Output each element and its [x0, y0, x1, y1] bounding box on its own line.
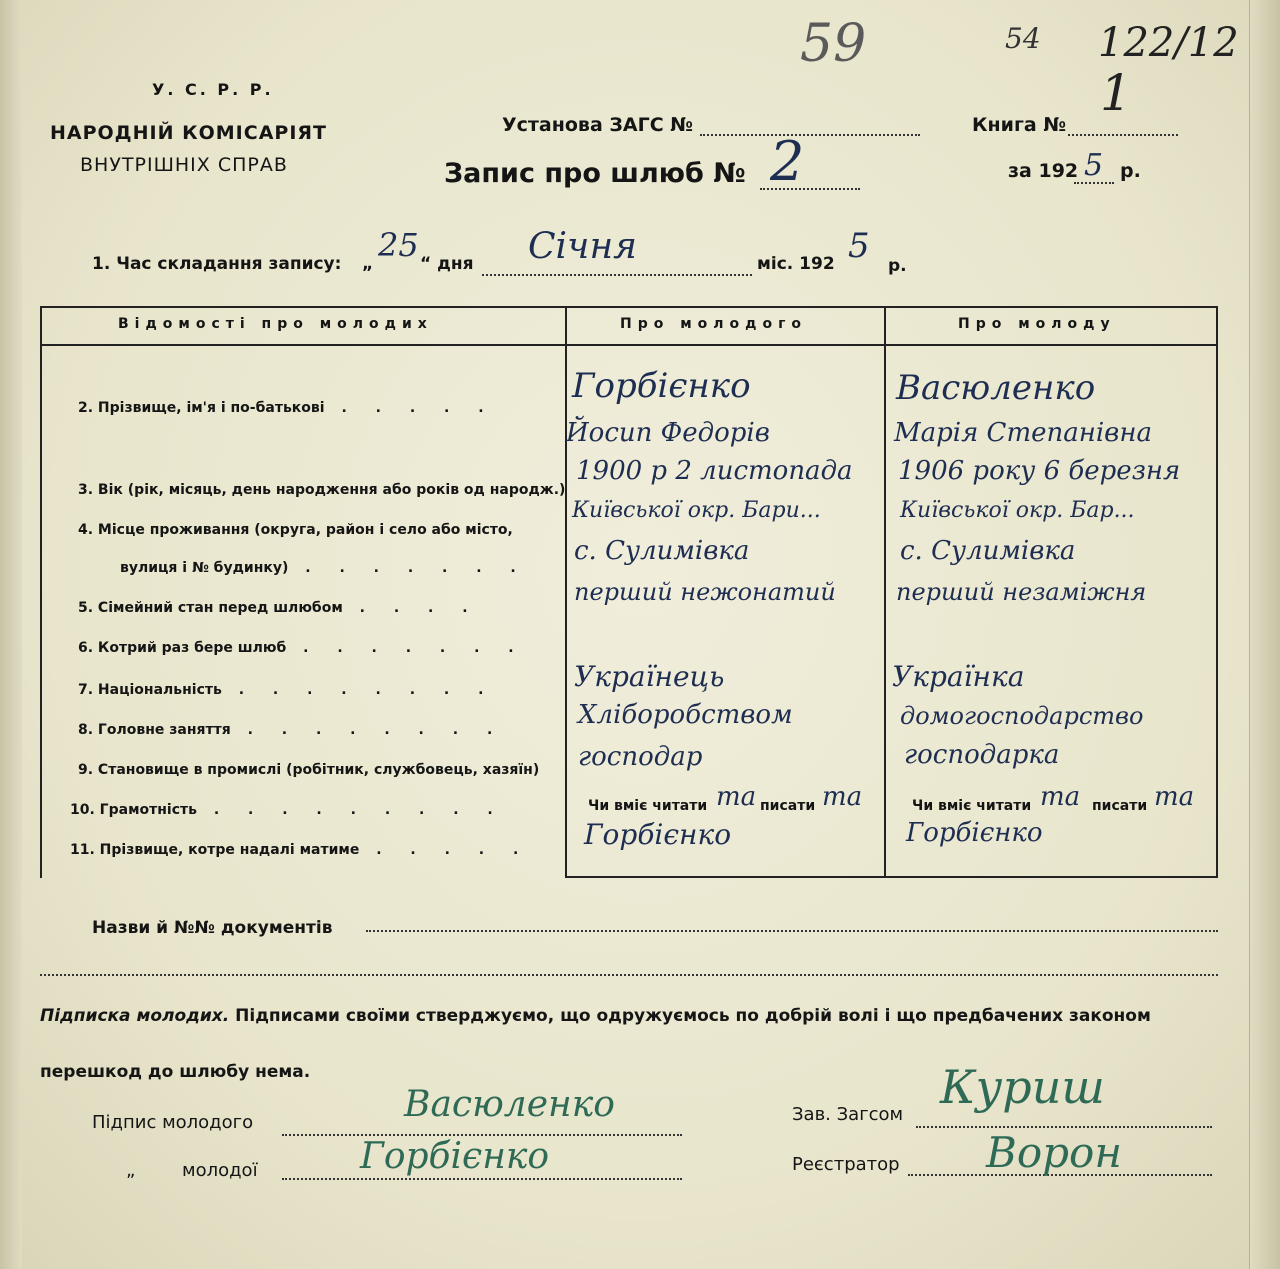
documents-label: Назви й №№ документів [92, 918, 333, 938]
bride-nationality: Українка [892, 660, 1025, 693]
groom-literacy-read: та [716, 782, 757, 812]
bride-given-names: Марія Степанівна [894, 418, 1152, 448]
bride-birth-date: 1906 року 6 березня [898, 456, 1181, 486]
office-underline [700, 134, 920, 136]
groom-given-names: Йосип Федорів [566, 418, 770, 448]
groom-nationality: Українець [574, 660, 725, 693]
registrar-label: Реєстратор [792, 1154, 900, 1175]
month-label: міс. 192 [757, 254, 835, 274]
row-label-residence: 4. Місце проживання (округа, район і село або місто, [78, 522, 513, 538]
bride-surname: Васюленко [896, 368, 1096, 408]
year-prefix: за 192 [1008, 160, 1079, 182]
archive-number-1: 1 [1100, 64, 1132, 122]
row-label-position: 9. Становище в промислі (робітник, службовець, хазяїн) [78, 762, 540, 778]
groom-position: господар [578, 742, 703, 772]
row-label-nationality: 7. Національність . . . . . . . . [78, 682, 496, 698]
table-col-divider-1 [565, 306, 567, 878]
bride-literacy-read: та [1040, 782, 1081, 812]
table-col-divider-2 [884, 306, 886, 878]
paper-right-edge [1249, 0, 1280, 1269]
record-number-value: 2 [770, 130, 805, 193]
documents-line-1 [366, 930, 1218, 932]
record-title: Запис про шлюб № [444, 158, 746, 189]
row-label-marital: 5. Сімейний стан перед шлюбом . . . . [78, 600, 480, 616]
date-day-label: “ дня [420, 254, 474, 274]
bride-district: Київської окр. Бар... [900, 498, 1135, 523]
documents-line-2 [40, 974, 1218, 976]
groom-marital-status: перший нежонатий [574, 578, 836, 606]
table-header-border [40, 344, 1218, 346]
date-year-digit: 5 [848, 226, 870, 266]
groom-birth-date: 1900 р 2 листопада [576, 456, 853, 486]
bride-signature: Горбієнко [360, 1136, 550, 1177]
date-year-suffix: р. [888, 256, 907, 276]
groom-signature-label: Підпис молодого [92, 1112, 254, 1133]
groom-village: с. Сулимівка [574, 536, 750, 566]
date-day: 25 [378, 226, 419, 264]
usrr-heading: У. С. Р. Р. [152, 80, 274, 99]
archive-number-59: 59 [800, 14, 867, 74]
groom-future-surname: Горбієнко [584, 818, 732, 851]
groom-district: Київської окр. Бари... [572, 498, 821, 523]
bride-position: господарка [904, 740, 1060, 770]
year-digit: 5 [1084, 148, 1104, 183]
year-suffix: р. [1120, 160, 1141, 182]
row-label-age: 3. Вік (рік, місяць, день народження або років од народж.) [78, 482, 566, 498]
table-right-border [1216, 306, 1218, 878]
row-label-future-surname: 11. Прізвище, котре надалі матиме . . . . . [70, 842, 531, 858]
row-label-name: 2. Прізвище, ім'я і по-батькові . . . . . [78, 400, 496, 416]
commissariat-line1: НАРОДНІЙ КОМІСАРІЯТ [50, 122, 327, 144]
registrar-signature: Ворон [986, 1128, 1122, 1177]
column-header-bride: Про молоду [958, 316, 1116, 332]
bride-signature-label: молодої [182, 1160, 258, 1181]
table-left-border [40, 306, 42, 878]
bride-literacy-write-label: писати [1092, 798, 1148, 814]
date-open-quote: „ [362, 254, 374, 274]
registry-head-signature: Куриш [940, 1060, 1105, 1114]
bride-occupation: домогосподарство [900, 702, 1144, 730]
archive-number-54: 54 [1005, 22, 1041, 55]
table-bottom-border [565, 876, 1217, 878]
date-month: Січня [528, 226, 638, 267]
registry-head-label: Зав. Загсом [792, 1104, 904, 1125]
bride-signature-quote: „ [126, 1160, 136, 1181]
row-label-occupation: 8. Головне заняття . . . . . . . . [78, 722, 505, 738]
row-label-times: 6. Котрий раз бере шлюб . . . . . . . [78, 640, 526, 656]
bride-marital-status: перший незаміжня [896, 578, 1147, 606]
table-top-border [40, 306, 1218, 308]
bride-literacy-write: та [1154, 782, 1195, 812]
archive-number-122: 122/12 [1098, 20, 1239, 66]
bride-village: с. Сулимівка [900, 536, 1076, 566]
column-header-groom: Про молодого [620, 316, 808, 332]
paper-left-edge [0, 0, 22, 1269]
declaration-title: Підписка молодих. [40, 1006, 230, 1026]
office-label: Установа ЗАГС № [502, 114, 694, 136]
commissariat-line2: ВНУТРІШНІХ СПРАВ [80, 154, 288, 176]
groom-literacy-prefix: Чи вміє читати [588, 798, 708, 814]
date-label: 1. Час складання запису: [92, 254, 342, 274]
row-label-residence-cont: вулиця і № будинку) . . . . . . . [120, 560, 528, 576]
groom-occupation: Хліборобством [578, 700, 793, 730]
groom-literacy-write-label: писати [760, 798, 816, 814]
bride-future-surname: Горбієнко [906, 818, 1043, 848]
book-label: Книга № [972, 114, 1067, 136]
groom-literacy-write: та [822, 782, 863, 812]
column-header-info: Відомості про молодих [118, 316, 433, 332]
row-label-literacy: 10. Грамотність . . . . . . . . . [70, 802, 505, 818]
bride-signature-line [282, 1178, 682, 1180]
declaration-line-1: Підписка молодих. Підписами своїми стверджуємо, що одружуємось по добрій волі і що предбачених законом [40, 1006, 1151, 1026]
book-underline [1068, 134, 1178, 136]
month-underline [482, 274, 752, 276]
bride-literacy-prefix: Чи вміє читати [912, 798, 1032, 814]
groom-surname: Горбієнко [572, 366, 751, 406]
declaration-line-2: перешкод до шлюбу нема. [40, 1062, 311, 1082]
groom-signature: Васюленко [404, 1084, 615, 1125]
